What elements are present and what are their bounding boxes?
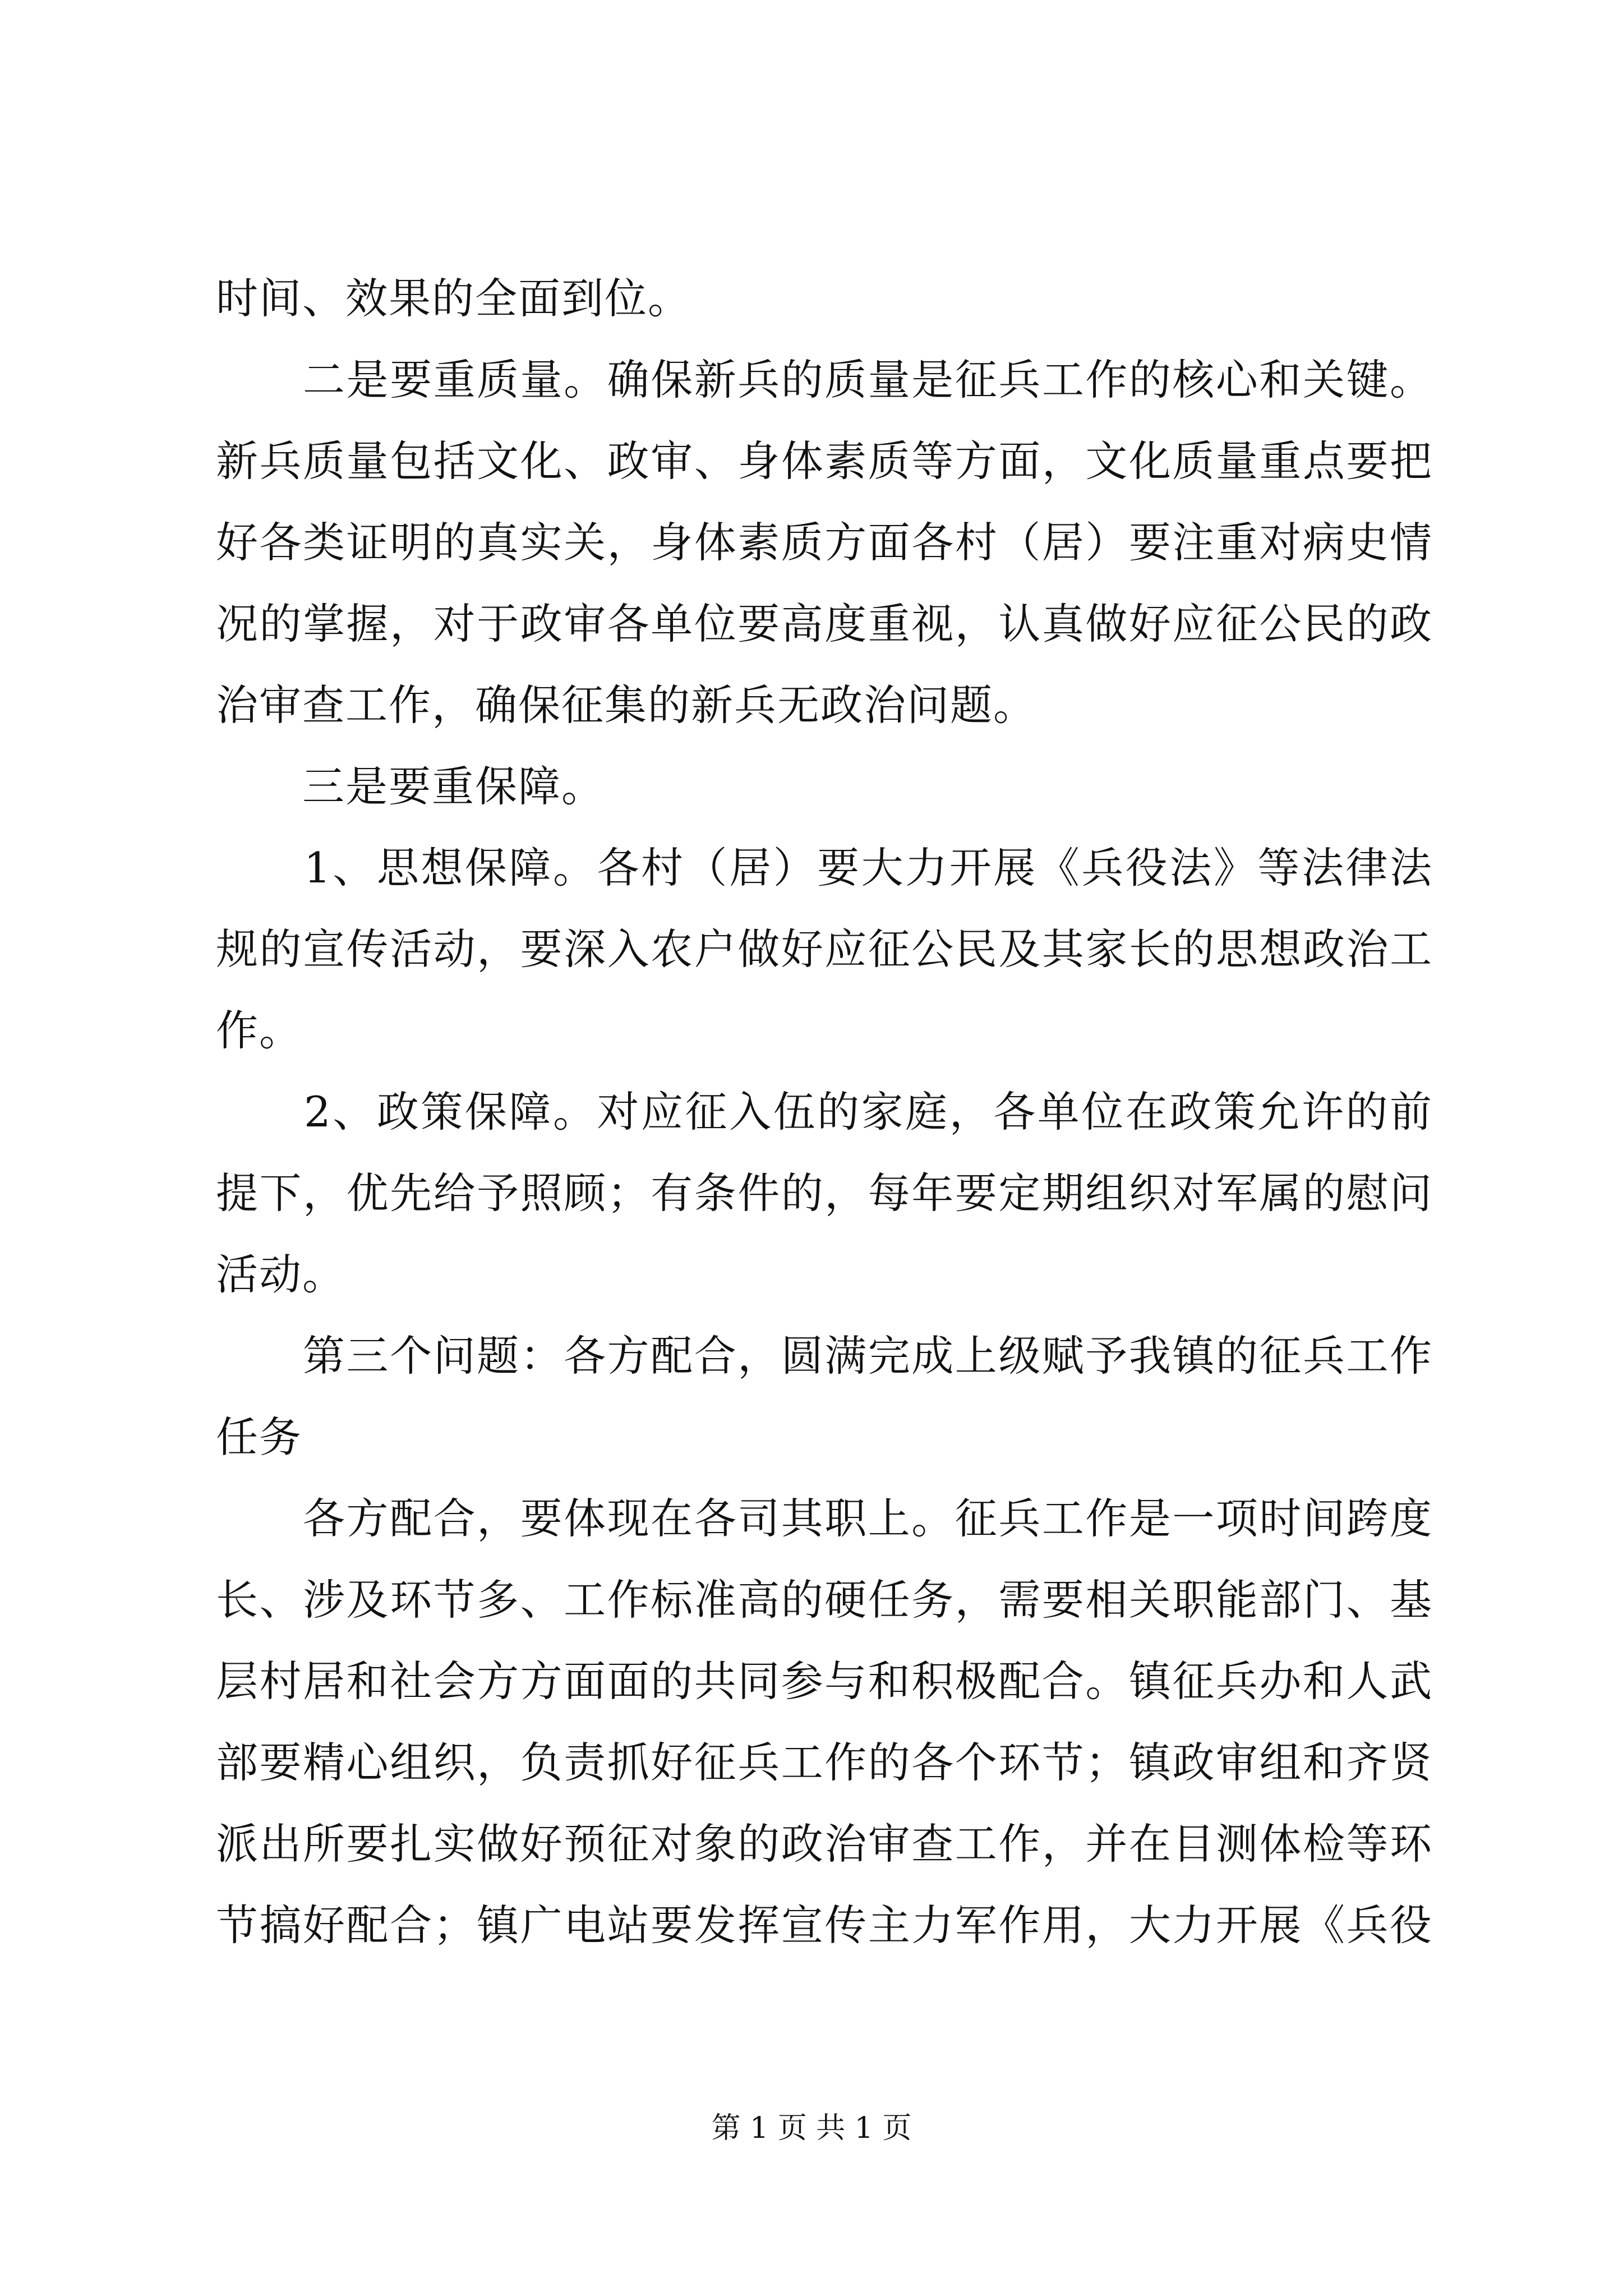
text-line: 各方配合，要体现在各司其职上。征兵工作是一项时间跨度 [216,1494,1433,1543]
text-line: 2、政策保障。对应征入伍的家庭，各单位在政策允许的前 [216,1087,1433,1137]
text-line: 1、思想保障。各村（居）要大力开展《兵役法》等法律法 [216,843,1433,892]
text-line: 作。 [216,1006,303,1055]
text-line: 治审查工作，确保征集的新兵无政治问题。 [216,680,1037,730]
text-line: 层村居和社会方方面面的共同参与和积极配合。镇征兵办和人武 [216,1657,1433,1706]
text-line: 活动。 [216,1250,346,1299]
text-line: 节搞好配合；镇广电站要发挥宣传主力军作用，大力开展《兵役 [216,1901,1433,1950]
text-line: 部要精心组织，负责抓好征兵工作的各个环节；镇政审组和齐贤 [216,1738,1433,1787]
page-footer: 第 1 页 共 1 页 [711,2111,912,2145]
text-line: 提下，优先给予照顾；有条件的，每年要定期组织对军属的慰问 [216,1168,1433,1218]
text-line: 好各类证明的真实关，身体素质方面各村（居）要注重对病史情 [216,518,1433,567]
text-line: 二是要重质量。确保新兵的质量是征兵工作的核心和关键。 [216,355,1433,404]
text-line: 规的宣传活动，要深入农户做好应征公民及其家长的思想政治工 [216,924,1433,974]
text-line: 三是要重保障。 [216,762,605,811]
text-line: 时间、效果的全面到位。 [216,274,691,323]
text-line: 任务 [216,1412,303,1462]
text-line: 第三个问题：各方配合，圆满完成上级赋予我镇的征兵工作 [216,1331,1433,1381]
text-line: 长、涉及环节多、工作标准高的硬任务，需要相关职能部门、基 [216,1575,1433,1625]
text-line: 况的掌握，对于政审各单位要高度重视，认真做好应征公民的政 [216,599,1433,648]
text-line: 派出所要扎实做好预征对象的政治审查工作，并在目测体检等环 [216,1819,1433,1869]
text-line: 新兵质量包括文化、政审、身体素质等方面，文化质量重点要把 [216,436,1433,486]
